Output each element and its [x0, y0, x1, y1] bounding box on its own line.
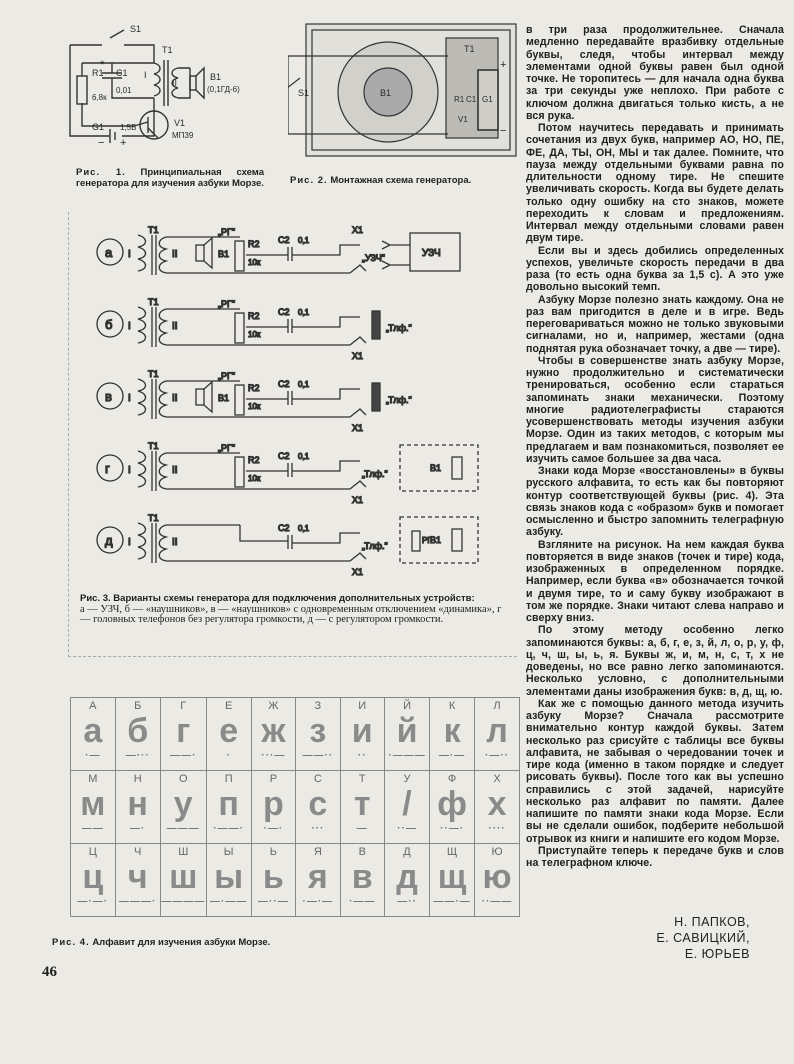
variant-label: г — [105, 461, 110, 476]
caption-label: Рис. 2. — [290, 175, 328, 186]
label-x1: X1 — [352, 423, 364, 433]
paragraph: в три раза продолжительнее. Сначала медленно передавайте вразбивку отдельные буквы, следя, чтобы интервал между элементами одной буквы равен был одной точке. Не торопитесь — для начала одна буква за три секунды уже неплохо. При работе с ключом должна двигаться только кисть, а не вся рука. — [526, 24, 784, 122]
morse-code: ·—·· — [485, 750, 510, 761]
morse-code: ···· — [488, 823, 506, 834]
label-winding-2: II — [172, 78, 178, 88]
label-device: „Тлф.“ — [362, 469, 388, 479]
label-v1: V1 — [458, 115, 468, 124]
label-c2: C2 — [278, 235, 290, 245]
caption-text: а — УЗЧ, б — «наушников», в — «наушников» с одновременным отключением «динамика», г — головных телефонов без регулятора громкости, д — с регулятором громкости. — [80, 603, 502, 625]
page-number: 46 — [42, 964, 57, 980]
label-device: „УЗЧ“ — [362, 253, 385, 263]
letter-glyph: и — [351, 712, 373, 750]
label-star: * — [100, 59, 105, 71]
label-rg: „РГ“ — [218, 227, 235, 237]
paragraph: Азбуку Морзе полезно знать каждому. Она не раз вам пригодится в деле и в игре. Ведь переговариваться можно не только звуковыми сигналами, но и, например, жестами (одна поднятая рука обозначает точку, а две — тире). — [526, 293, 784, 355]
caption-label: Рис. 1. — [76, 167, 126, 178]
jack-x1 — [350, 553, 366, 561]
label-r2-value: 10к — [248, 474, 261, 483]
label-r2-value: 10к — [248, 330, 261, 339]
alphabet-cell — [430, 771, 475, 844]
alphabet-cell — [475, 698, 520, 771]
letter-label: Т — [358, 773, 366, 785]
speaker-cone — [204, 382, 212, 412]
morse-code: ··—— — [481, 896, 513, 907]
letter-glyph: ц — [82, 858, 104, 896]
morse-code: ·——— — [388, 750, 426, 761]
alphabet-cell — [384, 844, 429, 917]
label-b1-type: (0,1ГД-6) — [207, 85, 240, 94]
label-v1-type: МП39 — [172, 131, 194, 140]
paragraph: Приступайте теперь к передаче букв и слов на телеграфном ключе. — [526, 844, 784, 869]
paragraph: Как же с помощью данного метода изучить азбуку Морзе? Сначала рассмотрите внимательно контур каждой буквы. Затем несколько раз срисуйте с таблицы все буквы алфавита, не забывая о чередовании точек и тире кода (именно в таком порядке и следует рисовать буквы). После того как вы успешно справились с этой задачей, нарисуйте несколько раз алфавит по памяти. Далее напишите по памяти знаки кода Морзе. Если вы не сделали ошибок, подберите небольшой отрывок из книги и напишите его кодом Морзе. — [526, 697, 784, 845]
headphone — [452, 457, 462, 479]
morse-code: ··—· — [440, 823, 465, 834]
label-c1-value: 0,01 — [116, 86, 132, 95]
letter-label: Л — [493, 700, 501, 712]
morse-code: ———— — [161, 896, 206, 907]
resistor-r2 — [235, 385, 244, 415]
author-name: Е. ЮРЬЕВ — [684, 947, 750, 961]
label-x1: X1 — [352, 225, 364, 235]
caption-text: Принципиальная схема генератора для изучения азбуки Морзе. — [76, 167, 264, 189]
paragraph: По этому методу особенно легко запоминаются буквы: а, б, г, е, з, й, л, о, р, у, ф, ц, ч, ш, ы, ь, я. Буквы ж, и, м, н, с, т, х не доведены, но все равно легко запоминаются. Несколько условно, с дополнительными элементами даны изображения букв: в, д, щ, ю. — [526, 624, 784, 698]
label-t1: T1 — [464, 44, 475, 54]
letter-label: Я — [313, 846, 322, 858]
morse-code: —··— — [258, 896, 289, 907]
label-rg: „РГ“ — [218, 299, 235, 309]
morse-code: —··· — [125, 750, 150, 761]
letter-glyph: ы — [214, 858, 244, 896]
label-x1: X1 — [352, 351, 364, 361]
letter-label: Ю — [491, 846, 503, 858]
morse-code: ·—— — [349, 896, 376, 907]
label-r2: R2 — [248, 383, 260, 393]
label-winding-1: I — [128, 249, 131, 260]
label-b1: B1 — [218, 393, 230, 403]
alphabet-cell — [71, 698, 116, 771]
label-winding-2: II — [172, 537, 178, 548]
letter-glyph: ш — [169, 858, 198, 896]
letter-label: Е — [224, 700, 233, 712]
letter-glyph: ф — [437, 785, 467, 823]
label-plus: + — [500, 59, 507, 71]
morse-code: ·—·— — [302, 896, 334, 907]
morse-code: ··· — [311, 823, 325, 834]
label-b1: B1 — [380, 88, 392, 98]
capacitor-c2 — [288, 533, 360, 549]
letter-glyph: щ — [437, 858, 467, 896]
label-winding-1: I — [144, 70, 147, 80]
figure-4-alphabet-table — [70, 697, 520, 917]
label-r2: R2 — [248, 239, 260, 249]
alphabet-cell — [340, 844, 384, 917]
alphabet-cell — [251, 771, 296, 844]
label-c2: C2 — [278, 451, 290, 461]
capacitor-c2 — [288, 461, 360, 477]
letter-glyph: с — [308, 785, 328, 823]
letter-label: С — [313, 773, 322, 785]
label-winding-1: I — [128, 465, 131, 476]
label-r2: R2 — [248, 311, 260, 321]
article-text-column — [526, 24, 784, 869]
label-x1: X1 — [352, 495, 364, 505]
letter-label: Ф — [447, 773, 457, 785]
figure-1-caption — [76, 168, 264, 189]
alphabet-cell — [251, 698, 296, 771]
alphabet-cell — [430, 844, 475, 917]
alphabet-cell — [206, 698, 251, 771]
label-r1: R1 — [454, 95, 465, 104]
label-c2: C2 — [278, 523, 290, 533]
jack-x1 — [350, 409, 366, 417]
letter-glyph: л — [486, 712, 508, 750]
letter-label: Г — [180, 700, 187, 712]
label-winding-2: II — [172, 465, 178, 476]
label-rg: РГ — [422, 536, 432, 545]
figure-3-schematics — [90, 225, 510, 590]
label-device: „Тлф.“ — [362, 541, 388, 551]
alphabet-cell — [340, 771, 384, 844]
label-c2: C2 — [278, 379, 290, 389]
alphabet-cell — [71, 771, 116, 844]
label-amplifier: УЗЧ — [422, 248, 441, 259]
morse-code: —·— — [438, 750, 466, 761]
variant-row-4 — [97, 513, 478, 577]
letter-label: О — [178, 773, 188, 785]
paragraph: Чтобы в совершенстве знать азбуку Морзе, нужно продолжительно и систематически тренироваться, особенно если стараться запоминать знаки механически. Поэтому многие радиотелеграфисты стараются усовершенствовать методы изучения азбуки Морзе. Один из таких методов, с которым мы предлагаем и вам познакомиться, позволяет ее изучить самое большее за два часа. — [526, 354, 784, 465]
capacitor-c2 — [288, 317, 360, 333]
capacitor-c2 — [288, 245, 360, 261]
morse-code: ——·— — [433, 896, 471, 907]
letter-glyph: т — [353, 785, 371, 823]
morse-code: ———· — [119, 896, 157, 907]
letter-label: Х — [493, 773, 501, 785]
letter-glyph: я — [307, 858, 328, 896]
alphabet-cell — [115, 698, 160, 771]
author-name: Е. САВИЦКИЙ, — [656, 931, 750, 945]
caption-title: Рис. 3. Варианты схемы генератора для подключения дополнительных устройств: — [80, 593, 475, 604]
morse-code: · — [226, 750, 231, 761]
alphabet-cell — [340, 698, 384, 771]
morse-code: ——·· — [302, 750, 334, 761]
letter-glyph: ж — [261, 712, 286, 750]
label-b1: B1 — [210, 72, 222, 82]
figure-3-caption — [80, 594, 510, 626]
label-t1: T1 — [148, 369, 159, 379]
alphabet-cell — [115, 771, 160, 844]
alphabet-cell — [160, 771, 206, 844]
letter-label: М — [88, 773, 98, 785]
label-t1: T1 — [148, 297, 159, 307]
speaker-icon — [196, 389, 204, 405]
alphabet-cell — [160, 844, 206, 917]
label-rg: „РГ“ — [218, 443, 235, 453]
paragraph: Знаки кода Морзе «восстановлены» в буквы русского алфавита, то есть как бы повторяют контур соответствующей буквы (рис. 4). Эта связь знаков кода с «образом» букв и помогает осмысленно и быстро запомнить телеграфную азбуку. — [526, 465, 784, 539]
alphabet-cell — [296, 698, 340, 771]
morse-code: ·——· — [213, 823, 244, 834]
headphone-plug — [372, 311, 380, 339]
resistor-r2 — [235, 241, 244, 271]
letter-label: У — [403, 773, 411, 785]
figure-1-schematic — [62, 18, 272, 148]
variant-row-0 — [97, 225, 460, 275]
morse-code: ··— — [397, 823, 417, 834]
morse-code: ···— — [261, 750, 286, 761]
speaker-cone — [204, 238, 212, 268]
label-r1-value: 6,8к — [92, 93, 107, 102]
alphabet-row — [71, 844, 520, 917]
paragraph: Если вы и здесь добились определенных успехов, увеличьте скорость передачи в два раза (то есть одна буква за 1,5 с). А это уже довольно высокий темп. — [526, 244, 784, 294]
letter-label: В — [358, 846, 366, 858]
headphone-plug — [372, 383, 380, 411]
label-c1: C1 — [116, 68, 128, 78]
letter-glyph: п — [218, 785, 239, 823]
label-s1: S1 — [130, 24, 142, 34]
label-r2: R2 — [248, 455, 260, 465]
letter-glyph: р — [262, 785, 284, 823]
label-plus: + — [120, 137, 127, 148]
letter-label: А — [89, 700, 97, 712]
alphabet-cell — [475, 771, 520, 844]
author-name: Н. ПАПКОВ, — [674, 915, 750, 929]
figure-2-wiring — [288, 22, 520, 160]
capacitor-c2 — [288, 389, 360, 405]
paragraph: Потом научитесь передавать и принимать сочетания из двух букв, например АО, НО, ПЕ, ФЕ, ДА, ТЫ, ОН, МЫ и так далее. Помните, что пауза между отдельными буквами равна по длительности одному тире. Не спешите увеличивать скорость. Когда вы будете делать только одну ошибку на сто знаков, можете переходить к словам и предложениям. Интервал между отдельными словами равен двум тире. — [526, 122, 784, 245]
caption-label: Рис. 4. — [52, 937, 90, 948]
label-t1: T1 — [148, 441, 159, 451]
label-device: „Тлф.“ — [386, 395, 412, 405]
label-b1: B1 — [218, 249, 230, 259]
letter-label: И — [358, 700, 367, 712]
morse-code: ·· — [357, 750, 367, 761]
variant-label: б — [105, 317, 113, 332]
letter-label: Р — [269, 773, 278, 785]
label-minus: − — [500, 125, 507, 137]
label-c2-value: 0,1 — [298, 380, 310, 389]
letter-glyph: в — [351, 858, 373, 896]
letter-label: Ц — [88, 846, 97, 858]
morse-code: ——· — [170, 750, 197, 761]
variant-label: а — [105, 245, 113, 260]
jack-x1 — [350, 337, 366, 345]
letter-glyph: ч — [127, 858, 148, 896]
label-g1-value: 1,5В — [120, 123, 137, 132]
label-b1: B1 — [430, 535, 442, 545]
variant-label: д — [105, 533, 113, 548]
label-winding-1: I — [128, 321, 131, 332]
letter-glyph: а — [83, 712, 103, 750]
authors — [656, 914, 750, 962]
label-r1: R1 — [92, 68, 104, 78]
label-g1: G1 — [482, 95, 493, 104]
variant-row-2 — [97, 369, 412, 433]
letter-glyph: д — [396, 858, 418, 896]
alphabet-cell — [71, 844, 116, 917]
letter-label: Б — [134, 700, 142, 712]
letter-glyph: г — [176, 712, 191, 750]
label-winding-2: II — [172, 249, 178, 260]
variant-row-3 — [97, 441, 478, 505]
label-c2: C2 — [278, 307, 290, 317]
caption-text: Алфавит для изучения азбуки Морзе. — [92, 937, 271, 948]
letter-label: П — [224, 773, 233, 785]
morse-code: ·— — [85, 750, 101, 761]
letter-glyph: х — [487, 785, 507, 823]
plug — [382, 241, 410, 269]
label-r2-value: 10к — [248, 402, 261, 411]
letter-glyph: н — [127, 785, 148, 823]
label-s1: S1 — [298, 88, 310, 98]
letter-label: Ш — [178, 846, 189, 858]
alphabet-cell — [384, 771, 429, 844]
speaker-icon — [196, 245, 204, 261]
label-rg: „РГ“ — [218, 371, 235, 381]
variant-circle — [97, 455, 123, 481]
morse-code: — — [356, 823, 368, 834]
label-c1: C1 — [466, 95, 477, 104]
morse-code: —·· — [397, 896, 417, 907]
paragraph: Взгляните на рисунок. На нем каждая буква повторяется в виде знаков (точек и тире) кода, изображенных в определенном порядке. Например, если буква «в» обозначается точкой и двумя тире, то и саму букву изображают в том же порядке. Знаки читают слева направо и сверху вниз. — [526, 538, 784, 624]
letter-glyph: ь — [262, 858, 284, 896]
label-x1: X1 — [352, 567, 364, 577]
morse-code: —·—· — [77, 896, 109, 907]
label-r2-value: 10к — [248, 258, 261, 267]
letter-glyph: / — [402, 785, 412, 823]
letter-glyph: б — [127, 712, 149, 750]
letter-label: Ч — [134, 846, 142, 858]
label-minus: − — [98, 137, 105, 148]
letter-label: Ы — [223, 846, 234, 858]
morse-code: ·—· — [263, 823, 284, 834]
letter-label: Ь — [269, 846, 277, 858]
label-g1: G1 — [92, 122, 105, 132]
figure-2-caption — [290, 176, 520, 187]
label-c2-value: 0,1 — [298, 308, 310, 317]
label-t1: T1 — [162, 45, 173, 55]
alphabet-cell — [296, 844, 340, 917]
letter-glyph: з — [309, 712, 327, 750]
morse-code: —— — [81, 823, 104, 834]
alphabet-cell — [430, 698, 475, 771]
letter-label: Ж — [268, 700, 279, 712]
alphabet-cell — [206, 844, 251, 917]
letter-label: Д — [403, 846, 411, 858]
letter-glyph: у — [173, 785, 193, 823]
label-v1: V1 — [174, 118, 186, 128]
letter-glyph: е — [219, 712, 239, 750]
alphabet-cell — [475, 844, 520, 917]
variant-label: в — [105, 389, 112, 404]
morse-code: ——— — [166, 823, 200, 834]
letter-label: З — [314, 700, 322, 712]
alphabet-cell — [384, 698, 429, 771]
alphabet-cell — [160, 698, 206, 771]
letter-glyph: ю — [482, 858, 512, 896]
letter-glyph: к — [443, 712, 461, 750]
label-winding-1: I — [128, 393, 131, 404]
headphone — [452, 529, 462, 551]
morse-code: —·—— — [209, 896, 248, 907]
label-c2-value: 0,1 — [298, 236, 310, 245]
label-device: „Тлф.“ — [386, 323, 412, 333]
label-winding-2: II — [172, 321, 178, 332]
label-c2-value: 0,1 — [298, 452, 310, 461]
label-t1: T1 — [148, 513, 159, 523]
alphabet-cell — [251, 844, 296, 917]
alphabet-row — [71, 771, 520, 844]
letter-glyph: й — [396, 712, 418, 750]
label-c2-value: 0,1 — [298, 524, 310, 533]
letter-label: Й — [403, 700, 411, 712]
resistor-rg — [412, 531, 420, 551]
caption-text: Монтажная схема генератора. — [330, 175, 472, 186]
alphabet-row — [71, 698, 520, 771]
resistor-r2 — [235, 457, 244, 487]
alphabet-cell — [115, 844, 160, 917]
jack-x1 — [350, 481, 366, 489]
jack-x1 — [350, 265, 366, 273]
letter-glyph: м — [80, 785, 106, 823]
label-b1: B1 — [430, 463, 442, 473]
letter-label: К — [448, 700, 456, 712]
figure-4-caption — [52, 938, 270, 949]
letter-label: Щ — [446, 846, 458, 858]
morse-code: —· — [130, 823, 146, 834]
label-t1: T1 — [148, 225, 159, 235]
label-winding-2: II — [172, 393, 178, 404]
alphabet-cell — [206, 771, 251, 844]
resistor-r2 — [235, 313, 244, 343]
alphabet-cell — [296, 771, 340, 844]
letter-label: Н — [133, 773, 142, 785]
variant-row-1 — [97, 297, 412, 361]
label-winding-1: I — [128, 537, 131, 548]
